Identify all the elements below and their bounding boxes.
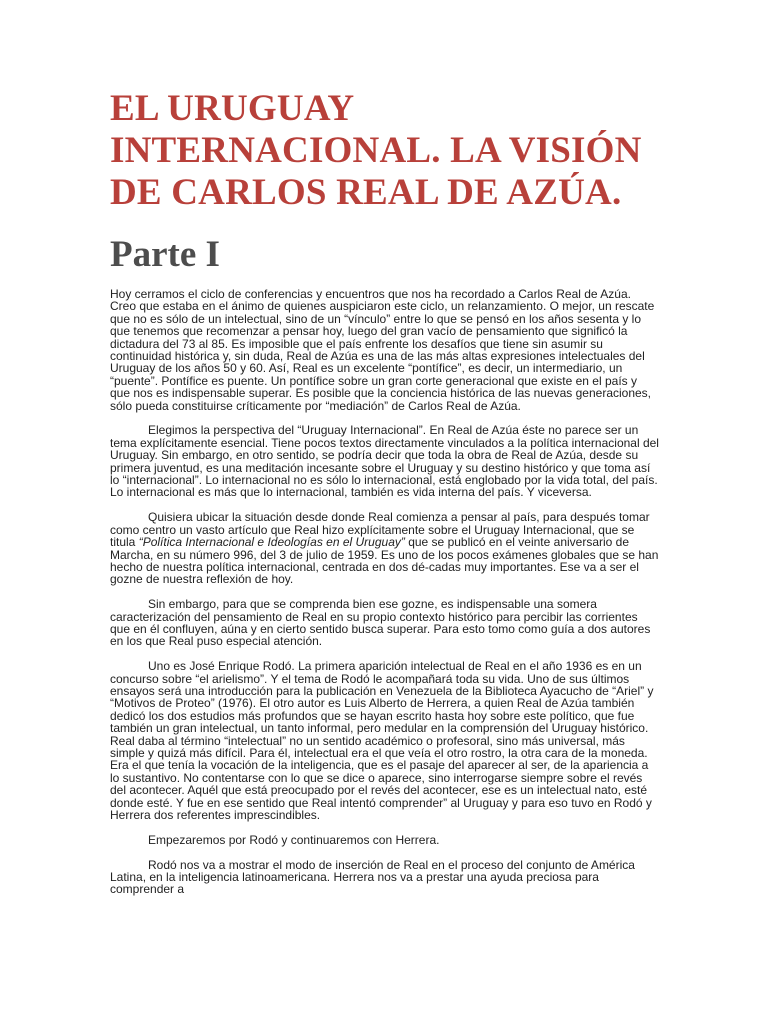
body-text (110, 288, 660, 896)
paragraph: Elegimos la perspectiva del “Uruguay Internacional”. En Real de Azúa éste no parece ser un tema explícitamente esencial. Tiene pocos textos directamente vinculados a la política internacional del Uruguay. Sin embargo, en otro sentido, se podría decir que toda la obra de Real de Azúa, desde su primera juventud, es una meditación incesante sobre el Uruguay y su destino histórico y que toma así lo “internacional”. Lo internacional no es sólo lo internacional, está englobado por la vida total, del país. Lo internacional es más que lo internacional, también es vida interna del país. Y viceversa. (110, 423, 659, 500)
paragraph: Empezaremos por Rodó y continuaremos con Herrera. (148, 832, 440, 847)
section-heading: Parte I (110, 234, 220, 275)
paragraph: Hoy cerramos el ciclo de conferencias y encuentros que nos ha recordado a Carlos Real de Azúa. Creo que estaba en el ánimo de quienes auspiciaron este ciclo, un relanzamiento. O mejor, un rescate que no es sólo de un intelectual, sino de un “vínculo” entre lo que se pensó en los años sesenta y lo que tenemos que recomenzar a pensar hoy, luego del gran vacío de pensamiento que significó la dictadura del 73 al 85. Es imposible que el país enfrente los desafíos que tiene sin asumir su continuidad histórica y, sin duda, Real de Azúa es una de las más altas expresiones intelectuales del Uruguay de los años 50 y 60. Así, Real es un excelente “pontífice”, es decir, un intermediario, un “puente”. Pontífice es puente. Un pontífice sobre un gran corte generacional que existe en el país y que nos es indispensable superar. Es posible que la conciencia histórica de las nuevas generaciones, sólo pueda constituirse críticamente por “mediación” de Carlos Real de Azúa. (110, 287, 655, 413)
paragraph-text: Quisiera ubicar la situación desde donde Real comienza a pensar al país, para después tomar como centro un vasto artículo que Real hizo explícitamente sobre el Uruguay Internacional, que se titula (110, 510, 650, 550)
paragraph: Rodó nos va a mostrar el modo de inserción de Real en el proceso del conjunto de América Latina, en la inteligencia latinoamericana. Herrera nos va a prestar una ayuda preciosa para comprender a (110, 857, 635, 897)
paragraph: Sin embargo, para que se comprenda bien ese gozne, es indispensable una somera caracterización del pensamiento de Real en su propio contexto histórico para percibir las corrientes que en él confluyen, aúna y en cierto sentido busca superar. Para esto tomo como guía a dos autores en los que Real puso especial atención. (110, 597, 651, 649)
paragraph-text: que se publicó en el veinte aniversario de Marcha, en su número 996, del 3 de julio de 1959. Es uno de los pocos exámenes globales que se han hecho de nuestra política internacional, centrada en dos dé-cadas muy importantes. Ese va a ser el gozne de nuestra reflexión de hoy. (110, 535, 659, 587)
paragraph: Uno es José Enrique Rodó. La primera aparición intelectual de Real en el año 1936 es en un concurso sobre “el arielismo”. Y el tema de Rodó le acompañará toda su vida. Uno de sus últimos ensayos será una introducción para la publicación en Venezuela de la Biblioteca Ayacucho de “Ariel” y “Motivos de Proteo” (1976). El otro autor es Luis Alberto de Herrera, a quien Real de Azúa también dedicó los dos estudios más profundos que se hayan escrito hasta hoy sobre este político, que fue también un gran intelectual, un tanto informal, pero medular en la comprensión del Uruguay histórico. Real daba al término “intelectual” no un sentido académico o profesoral, sino más universal, más simple y quizá más difícil. Para él, intelectual era el que veía el otro rostro, la otra cara de la moneda. Era el que tenía la vocación de la inteligencia, que es el pasaje del aparecer al ser, de la apariencia a lo sustantivo. No contentarse con lo que se dice o aparece, sino interrogarse siempre sobre el revés del acontecer. Aquél que está preocupado por el revés del acontecer, ese es un intelectual nato, esté donde esté. Y fue en ese sentido que Real intentó comprender” al Uruguay y para eso tuvo en Rodó y Herrera dos referentes imprescindibles. (110, 659, 654, 822)
paragraph (110, 511, 660, 585)
document-title: EL URUGUAY INTERNACIONAL. LA VISIÓN DE CARLOS REAL DE AZÚA. (110, 88, 642, 213)
article-title: “Política Internacional e Ideologías en el Uruguay” (138, 535, 405, 550)
